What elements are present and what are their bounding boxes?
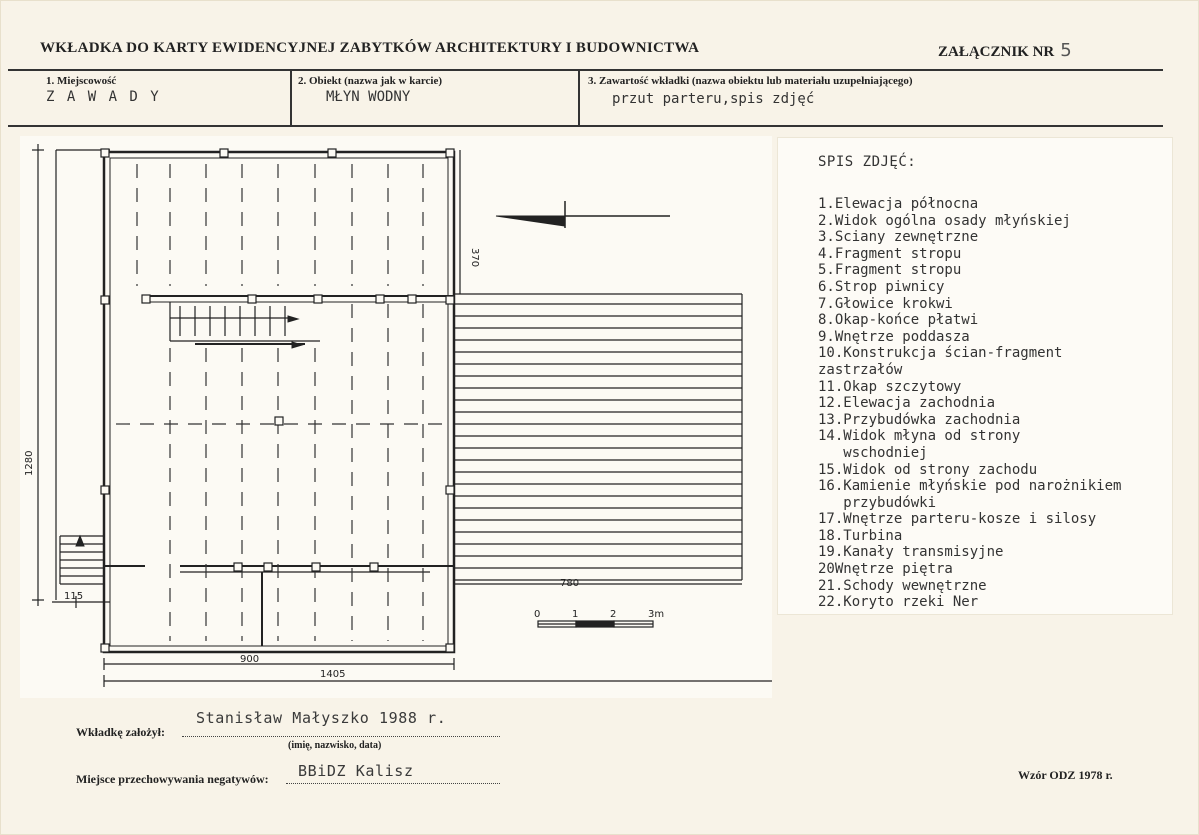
annex-label: ZAŁĄCZNIK NR xyxy=(938,44,1055,60)
photo-list-item: 10.Konstrukcja ścian-fragment zastrzałów xyxy=(818,345,1063,378)
annex-number-value: 5 xyxy=(1060,40,1072,61)
photo-list-item: 8.Okap-końce płatwi xyxy=(818,312,979,329)
photo-list-item: 11.Okap szczytowy xyxy=(818,378,962,395)
founder-hint: (imię, nazwisko, data) xyxy=(288,740,382,751)
founder-line xyxy=(182,736,500,737)
photo-list-item: 21.Schody wewnętrzne xyxy=(818,577,987,594)
photo-list-item: 19.Kanały transmisyjne xyxy=(818,544,1004,561)
object-value: MŁYN WODNY xyxy=(326,89,411,105)
negatives-line xyxy=(286,783,500,784)
photo-list xyxy=(818,196,1172,611)
field-divider-1 xyxy=(290,70,292,126)
object-label: 2. Obiekt (nazwa jak w karcie) xyxy=(298,75,443,87)
photo-list-item: 18.Turbina xyxy=(818,527,903,544)
photo-list-item: 14.Widok młyna od strony wschodniej xyxy=(818,428,1021,461)
photo-list-item: 13.Przybudówka zachodnia xyxy=(818,411,1021,428)
floor-plan-svg xyxy=(20,136,772,698)
scale-label-2: 2 xyxy=(610,609,617,620)
dim-step-label: 115 xyxy=(64,591,84,602)
locality-value: Z A W A D Y xyxy=(46,89,161,105)
photo-list-item: 20Wnętrze piętra xyxy=(818,561,953,578)
negatives-value: BBiDZ Kalisz xyxy=(298,762,414,780)
dim-annex-label: 780 xyxy=(560,578,580,589)
photo-list-item: 1.Elewacja północna xyxy=(818,196,979,212)
dim-length-label: 1280 xyxy=(24,450,35,476)
header-rule-top xyxy=(8,69,1163,71)
form-model-note: Wzór ODZ 1978 r. xyxy=(1018,768,1113,782)
photo-list-sheet xyxy=(778,138,1172,614)
photo-list-item: 9.Wnętrze poddasza xyxy=(818,328,970,345)
annex-number xyxy=(938,40,1072,61)
header-rule-bottom xyxy=(8,125,1163,127)
scale-label-1: 1 xyxy=(572,609,579,620)
photo-list-item: 6.Strop piwnicy xyxy=(818,278,945,295)
photo-list-item: 2.Widok ogólna osady młyńskiej xyxy=(818,212,1071,229)
photo-list-heading: SPIS ZDJĘĆ: xyxy=(818,154,917,170)
floor-plan-drawing xyxy=(20,136,772,698)
photo-list-item: 15.Widok od strony zachodu xyxy=(818,461,1038,478)
dim-top-label: 370 xyxy=(469,248,480,268)
field-divider-2 xyxy=(578,70,580,126)
founder-label: Wkładkę założył: xyxy=(76,725,165,739)
photo-list-item: 17.Wnętrze parteru-kosze i silosy xyxy=(818,511,1097,528)
negatives-label: Miejsce przechowywania negatywów: xyxy=(76,772,269,786)
photo-list-item: 16.Kamienie młyńskie pod narożnikiem przybudówki xyxy=(818,478,1122,511)
form-title: WKŁADKA DO KARTY EWIDENCYJNEJ ZABYTKÓW ARCHITEKTURY I BUDOWNICTWA xyxy=(40,40,700,56)
scale-label-3: 3m xyxy=(648,609,665,620)
dim-total-label: 1405 xyxy=(320,669,346,680)
locality-label: 1. Miejscowość xyxy=(46,75,117,87)
photo-list-item: 5.Fragment stropu xyxy=(818,262,962,279)
dim-inner-label: 900 xyxy=(240,654,260,665)
photo-list-item: 3.Sciany zewnętrzne xyxy=(818,229,979,246)
photo-list-item: 12.Elewacja zachodnia xyxy=(818,395,996,412)
founder-value: Stanisław Małyszko 1988 r. xyxy=(196,709,447,727)
photo-list-item: 22.Koryto rzeki Ner xyxy=(818,594,979,611)
photo-list-item: 7.Głowice krokwi xyxy=(818,295,953,312)
content-label: 3. Zawartość wkładki (nazwa obiektu lub materiału uzupełniającego) xyxy=(588,75,913,87)
scale-label-0: 0 xyxy=(534,609,541,620)
content-value: przut parteru,spis zdjęć xyxy=(612,91,815,107)
photo-list-item: 4.Fragment stropu xyxy=(818,245,962,262)
